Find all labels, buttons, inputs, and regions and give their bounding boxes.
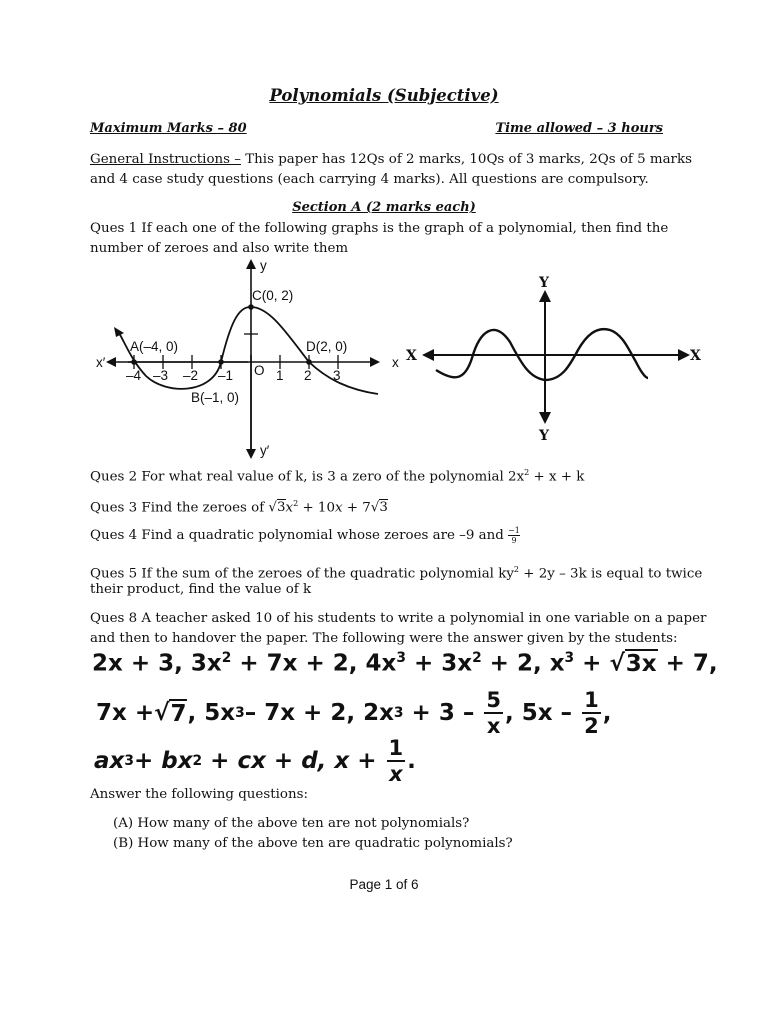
tick-label: 3: [333, 368, 341, 383]
max-marks: Maximum Marks – 80: [90, 121, 247, 136]
tick-label: –3: [153, 368, 169, 383]
graph1-origin: O: [254, 363, 265, 378]
q5-text-1b: + 2y – 3k is equal to twice: [519, 566, 703, 582]
q4-text: Ques 4 Find a quadratic polynomial whose zeroes are –9 and: [90, 528, 509, 543]
tick-label: 2: [304, 368, 312, 383]
tick-label: –1: [218, 368, 234, 383]
tick-label: –4: [126, 368, 142, 383]
graph1-point-c: C(0, 2): [252, 288, 294, 303]
instructions-line-1: [90, 150, 692, 170]
q5-text-1: Ques 5 If the sum of the zeroes of the quadratic polynomial ky: [90, 566, 514, 582]
page-title: Polynomials (Subjective): [269, 86, 499, 105]
q2-sup: 2: [524, 468, 530, 477]
q3-term-2: + 10: [298, 500, 335, 516]
q8-line-2: and then to handover the paper. The following were the answer given by the students:: [90, 631, 678, 646]
graph1-point-a: A(–4, 0): [130, 339, 179, 354]
graph2-y-bottom: Y: [539, 428, 549, 444]
tick-label: 1: [276, 368, 284, 383]
time-allowed: Time allowed – 3 hours: [495, 121, 663, 136]
q2-text: Ques 2 For what real value of k, is 3 a zero of the polynomial 2x: [90, 469, 525, 485]
graph2-y-top: Y: [539, 275, 549, 291]
polynomial-list-line-1: 2x + 3, $3x^2 + 7x + 2$, $4x^3 + 3x^2 + 2$, $x^3 + √3x + 7$,: [92, 650, 718, 677]
q3-sup: 2: [293, 499, 299, 508]
q8-line-1: Ques 8 A teacher asked 10 of his students to write a polynomial in one variable on a paper: [90, 611, 707, 626]
q2-rest: + x + k: [529, 469, 585, 485]
instructions-text-2: and 4 case study questions (each carrying 4 marks). All questions are compulsory.: [90, 172, 649, 187]
q3-var-2: x: [334, 500, 343, 516]
q3-text: Ques 3 Find the zeroes of: [90, 500, 269, 516]
fraction-1-over-x: $\frac{1}{x}$: [388, 736, 404, 786]
polynomial-list-line-2: 7x + √ 7 , 5x 3 – 7x + 2, 2x 3 + 3 – $\frac{5}{x}$ , 5x – $\frac{1}{2}$ ,: [96, 688, 612, 738]
graph1-yprime-label: y′: [260, 443, 270, 458]
graph2-x-right: X: [690, 348, 701, 364]
q3-root-2: 3: [379, 500, 388, 516]
q1-line-1: Ques 1 If each one of the following graphs is the graph of a polynomial, then find the: [90, 221, 669, 236]
q3: Ques 3 Find the zeroes of $√3x^2 + 10x + 7√3$: [90, 499, 388, 516]
q5-line-2: their product, find the value of k: [90, 582, 312, 597]
q2: [90, 463, 584, 487]
curve-arrowhead: [114, 327, 124, 337]
q3-var-1: x: [285, 500, 294, 516]
q4-fraction: $\frac{-1}{9}$: [508, 526, 520, 545]
graph-1: [88, 255, 408, 465]
fraction-5-over-x: $\frac{5}{x}$: [486, 688, 501, 738]
question-a: (A) How many of the above ten are not polynomials?: [113, 816, 470, 831]
graph1-x-label: x: [392, 355, 399, 370]
graph1-y-label: y: [260, 258, 267, 273]
q1-line-2: number of zeroes and also write them: [90, 241, 349, 256]
answer-prompt: Answer the following questions:: [90, 787, 308, 802]
graph-2: [400, 270, 710, 450]
graph1-xprime-label: x′: [96, 355, 106, 370]
graph2-x-left: X: [406, 348, 417, 364]
instructions-label: General Instructions –: [90, 152, 241, 167]
instructions-text-1: This paper has 12Qs of 2 marks, 10Qs of 3 marks, 2Qs of 5 marks: [240, 152, 692, 167]
q3-root-1: 3: [276, 500, 286, 516]
page-number: Page 1 of 6: [349, 877, 419, 892]
polynomial-list-line-3: ax 3 + bx 2 + cx + d, x + $\frac{1}{x}$ .: [94, 736, 416, 786]
tick-label: –2: [183, 368, 199, 383]
question-b: (B) How many of the above ten are quadratic polynomials?: [113, 836, 513, 851]
q4: [90, 526, 520, 546]
section-a-heading: Section A (2 marks each): [292, 200, 476, 215]
q3-term-3: + 7: [342, 500, 371, 516]
q5-sup: 2: [513, 565, 520, 574]
fraction-1-over-2: $\frac{1}{2}$: [584, 688, 599, 738]
graph1-point-d: D(2, 0): [306, 339, 348, 354]
graph1-point-b: B(–1, 0): [191, 390, 240, 405]
